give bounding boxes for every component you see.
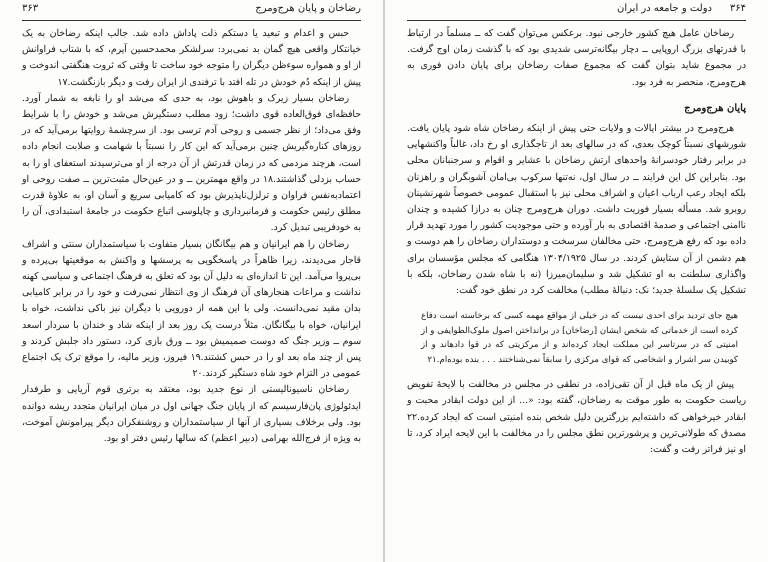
right-page: [385, 0, 768, 562]
page-body: [407, 26, 746, 458]
paragraph: رضاخان را هم ایرانیان و هم بیگانگان بسیار متفاوت با سیاستمداران سنتی و اشراف قاجار می‌دیدند، زیرا ظاهراً در پاسخگویی به پرسشها و واکنش به موقعیتها بی‌پرده و بی‌پروا می‌آمد. این تا اندازه‌ای به دلیل آن بود که تعلق به فرهنگ اجتماعی و سیاسی کهنه نداشت و مراعات هنجارهای آن فرهنگ از وی انتظار نمی‌رفت و خود را در برابر کامیابی بدان مقید نمی‌دانست. ولی با این همه از دورویی با دیگران نیز باکی نداشت، خواه با ایرانیان، خواه با بیگانگان. مثلاً درست یک روز بعد از اینکه شاد و خندان با سردار اسعد سوم ــ وزیر جنگ که دوست صمیمیش بود ــ ورق بازی کرد، دستور داد جلبش کردند و پس از چند ماه بعد او را در حبس کشتند.۱۹ فیروز، وزیر مالیه، را موقع ترک یک اجتماع عمومی در التزام خود شاه دستگیر کردند.۲۰: [22, 238, 361, 380]
paragraph: پیش از یک ماه قبل از آن تقی‌زاده، در نطقی در مجلس در مخالفت با لایحهٔ تفویض ریاست حکومت به طور موقت به رضاخان، گفته بود: «... از این دولت ابقادر محبت و ابقادر خیرخواهی که داشته‌ایم بزرگترین دلیل شخص بنده امنیتی است که ایجاد کرده.۲۲ مصدق که طولانی‌ترین و پرشورترین نطق مجلس را در مخالفت با این لایحه ایراد کرد، تا او نیز فراتر رفت و گفت:: [407, 379, 746, 456]
paragraph: رضاخان عامل هیچ کشور خارجی نبود. برعکس می‌توان گفت که ــ مسلماً در ارتباط با قدرتهای بزرگ اروپایی ــ دچار بیگانه‌ترسی شدیدی بود که با گذشت زمان اوج گرفت. در مجموع شاید بتوان گفت که مجموع صفات رضاخان برای پایان دادن فوری به هرج‌ومرج، منحصر به فرد بود.: [407, 28, 746, 88]
paragraph: هرج‌ومرج در بیشتر ایالات و ولایات حتی پیش از اینکه رضاخان شاه شود پایان یافت. شورشهای نسبتاً کوچک بعدی، که در سالهای بعد از تاجگذاری او رخ داد، غالباً واکنشهایی در برابر رفتار خودسرانهٔ واحدهای ارتش رضاخان با عشایر و اقوام و سرجنبانان محلی بود. بنابراین کل این فرایند ــ در سال اول، نه‌تنها سرکوب بی‌امان آشوبگران و راهزنان بلکه ایجاد رعب ارباب اعیان و اشراف محلی نیز با استقبال عمومی خصوصاً شهرنشینان روبرو شد. مسأله بسیار فوریت داشت. دوران هرج‌ومرج چنان به درازا کشیده و چندان ناامنی اجتماعی و صدمهٔ اقتصادی به بار آورده و حتی موجودیت کشور را مورد تهدید قرار داده بود که رفع هرج‌ومرج، حتی مخالفان سرسخت و دوستداران رضاخان را هم دوست و هم دشمن از آن ستایش کردند. در سال ۱۳۰۴/۱۹۲۵ هنگامی که مجلس مؤسسان برای واگذاری سلطنت به او تشکیل شد و سلیمان‌میرزا (نه با شاه شدن رضاخان، بلکه با تشکیل یک سلسلهٔ جدید؛ نک: دنبالهٔ مطلب) مخالفت کرد در نطق خود گفت:: [407, 123, 747, 297]
page-header: [407, 3, 746, 19]
block-quote: هیچ جای تردید برای احدی نیست که در خیلی از مواقع مهمه کسی که برخاسته است دفاع کرده است از خدماتی که شخص ایشان [رضاخان] در برانداختن اصول ملوک‌الطوایفی و از امنیتی که در سرتاسر این مملکت ایجاد کرده‌اند و از مرکزیتی که در قوا دادهاند و از کوبیدن سر اشرار و اشخاصی که قوای مرکزی را سابقاً نمی‌شناختند . . . بنده بوده‌ام.۲۱: [421, 311, 738, 365]
page-body: [22, 26, 361, 447]
page-header: [22, 3, 361, 19]
running-title: دولت و جامعه در ایران: [617, 3, 712, 14]
page-number: ۳۶۴: [729, 3, 746, 14]
header-rule: [22, 20, 361, 21]
running-title: رضاخان و پایان هرج‌ومرج: [255, 3, 361, 14]
paragraph: رضاخان بسیار زیرک و باهوش بود، به حدی که می‌شد او را نابغه به شمار آورد. حافظه‌ای فوق‌العاده قوی داشت؛ زود مطلب دستگیرش می‌شد و خودش را با شرایط وفق می‌داد؛ از نظر جسمی و روحی آدم ترسی بود. از سرچشمهٔ روایتها برمی‌آید که در روزهای کناره‌گیریش چنین برمی‌آید که این کار را نسبتاً با شهامت و صلابت انجام داده است، هرچند مردمی که در زمان قدرتش از آن درجه از او می‌ترسیدند استعفای او را به حساب بزدلی گذاشتند.۱۸ در واقع مهمترین ــ و در عین‌حال مثبت‌ترین ــ صفت روحی او اعتمادبه‌نفس فراوان و ترلزل‌ناپذیرش بود که کامیابی سریع و آسان او، به علاوهٔ قدرت مطلق رئیس حکومت و فرمانبرداری و چاپلوسی اتباع حکومت در جامعهٔ استبدادی، آن را به خودفریبی تبدیل کرد.: [22, 92, 361, 234]
section-heading: پایان هرج‌ومرج: [684, 102, 746, 114]
left-page: [0, 0, 383, 562]
header-rule: [407, 20, 746, 21]
paragraph: رضاخان ناسیونالیستی از نوع جدید بود، معتقد به برتری قوم آریایی و طرفدار ایدئولوژی پان‌فارسیسم که از پایان جنگ جهانی اول در میان ایرانیان متجدد ریشه دوانده بود. ولی برخلاف بسیاری از آنها از سیاستمداران و روشنفکران دیگر پیرامونش آموخت، به ویژه از فرج‌الله بهرامی (دبیر اعظم) که سالها رئیس دفتر او بود.: [22, 384, 361, 445]
page-number: ۳۶۳: [22, 3, 39, 14]
paragraph: حبس و اعدام و تبعید یا دستکم ذلت پاداش داده شد. جالب اینکه رضاخان به یک خیانتکار واقعی هیچ گمان بد نمی‌برد: سرلشکر محمدحسین آیرم، که با شتاب فراوانش از او و همواره سوءظن دیگران را متوجه خود ساخت تا وقتی که ثروت هنگفتی اندوخت و پیش از اینکه دُم خودش در تله افتد با ترفندی از ایران رفت و دیگر بازنگشت.۱۷: [22, 28, 361, 88]
